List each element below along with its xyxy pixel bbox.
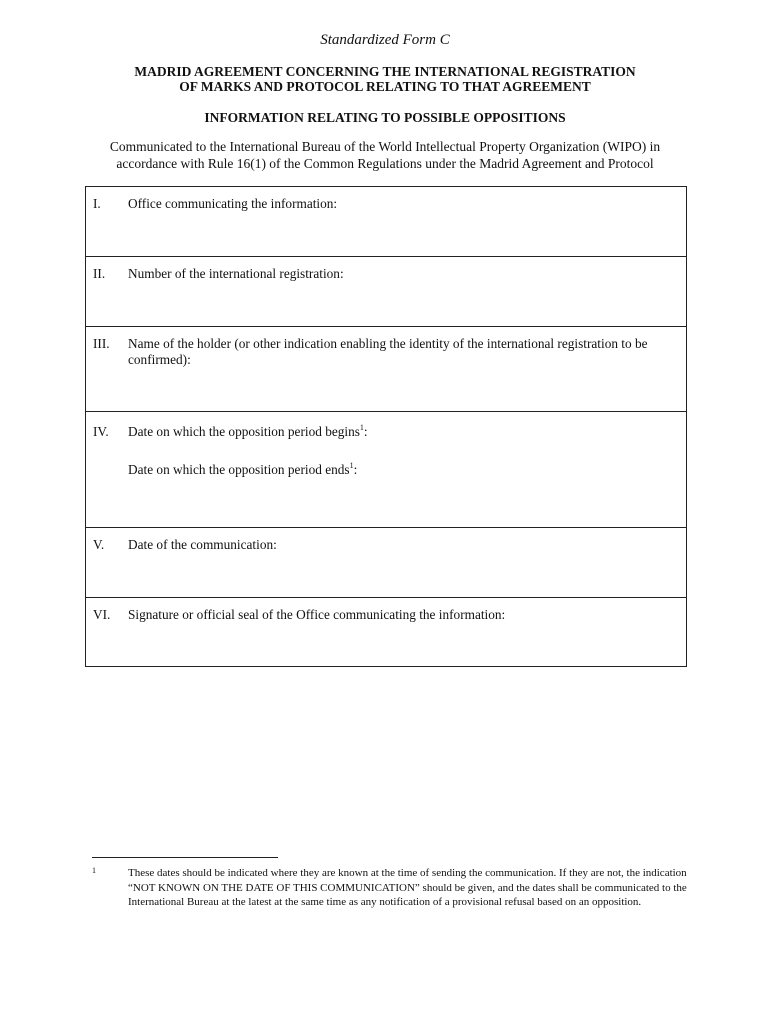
title-line-1: MADRID AGREEMENT CONCERNING THE INTERNATIONAL REGISTRATION (134, 64, 636, 79)
label-colon: : (363, 424, 368, 439)
document-title (0, 64, 770, 94)
opposition-begins-text: Date on which the opposition period begins (128, 424, 360, 439)
intro-line-1: Communicated to the International Bureau of the World Intellectual Property Organization (WIPO) in (109, 139, 661, 154)
form-table (85, 186, 687, 667)
section-label: Date of the communication: (128, 537, 277, 552)
footnote-ref: 1 (359, 422, 364, 432)
footnote-divider (92, 857, 278, 858)
section-label: Office communicating the information: (128, 196, 338, 211)
title-line-2: OF MARKS AND PROTOCOL RELATING TO THAT AGREEMENT (179, 79, 591, 94)
intro-line-2: accordance with Rule 16(1) of the Common Regulations under the Madrid Agreement and Protocol (116, 156, 654, 171)
section-office[interactable] (86, 187, 686, 257)
section-communication-date[interactable] (86, 528, 686, 598)
section-number: V. (93, 537, 105, 552)
footnote-ref: 1 (349, 460, 354, 470)
section-label: Number of the international registration: (128, 266, 344, 281)
intro-paragraph (0, 138, 770, 172)
section-number: III. (93, 336, 110, 351)
section-opposition-period[interactable] (86, 412, 686, 528)
document-subtitle: INFORMATION RELATING TO POSSIBLE OPPOSITIONS (204, 110, 566, 125)
section-label: Signature or official seal of the Office communicating the information: (128, 607, 506, 622)
opposition-ends-label (128, 462, 357, 478)
section-number: I. (93, 196, 101, 211)
opposition-ends-text: Date on which the opposition period ends (128, 462, 350, 477)
opposition-begins-label (128, 424, 672, 440)
form-name: Standardized Form C (320, 32, 450, 48)
section-number: IV. (93, 424, 109, 439)
section-number: II. (93, 266, 106, 281)
label-colon: : (353, 462, 358, 477)
section-label: Name of the holder (or other indication enabling the identity of the international registration to be confirmed): (128, 336, 648, 367)
section-number: VI. (93, 607, 111, 622)
section-registration-number[interactable] (86, 257, 686, 327)
section-holder-name[interactable] (86, 327, 686, 412)
section-signature[interactable] (86, 598, 686, 666)
footnote-mark: 1 (92, 866, 96, 875)
footnote-text: These dates should be indicated where they are known at the time of sending the communication. If they are not, the indication “NOT KNOWN ON THE DATE OF THIS COMMUNICATION” should be given, and the dates shall be communicated to the International Bureau at the latest at the same time as any notification of a provisional refusal based on an opposition. (128, 867, 687, 908)
